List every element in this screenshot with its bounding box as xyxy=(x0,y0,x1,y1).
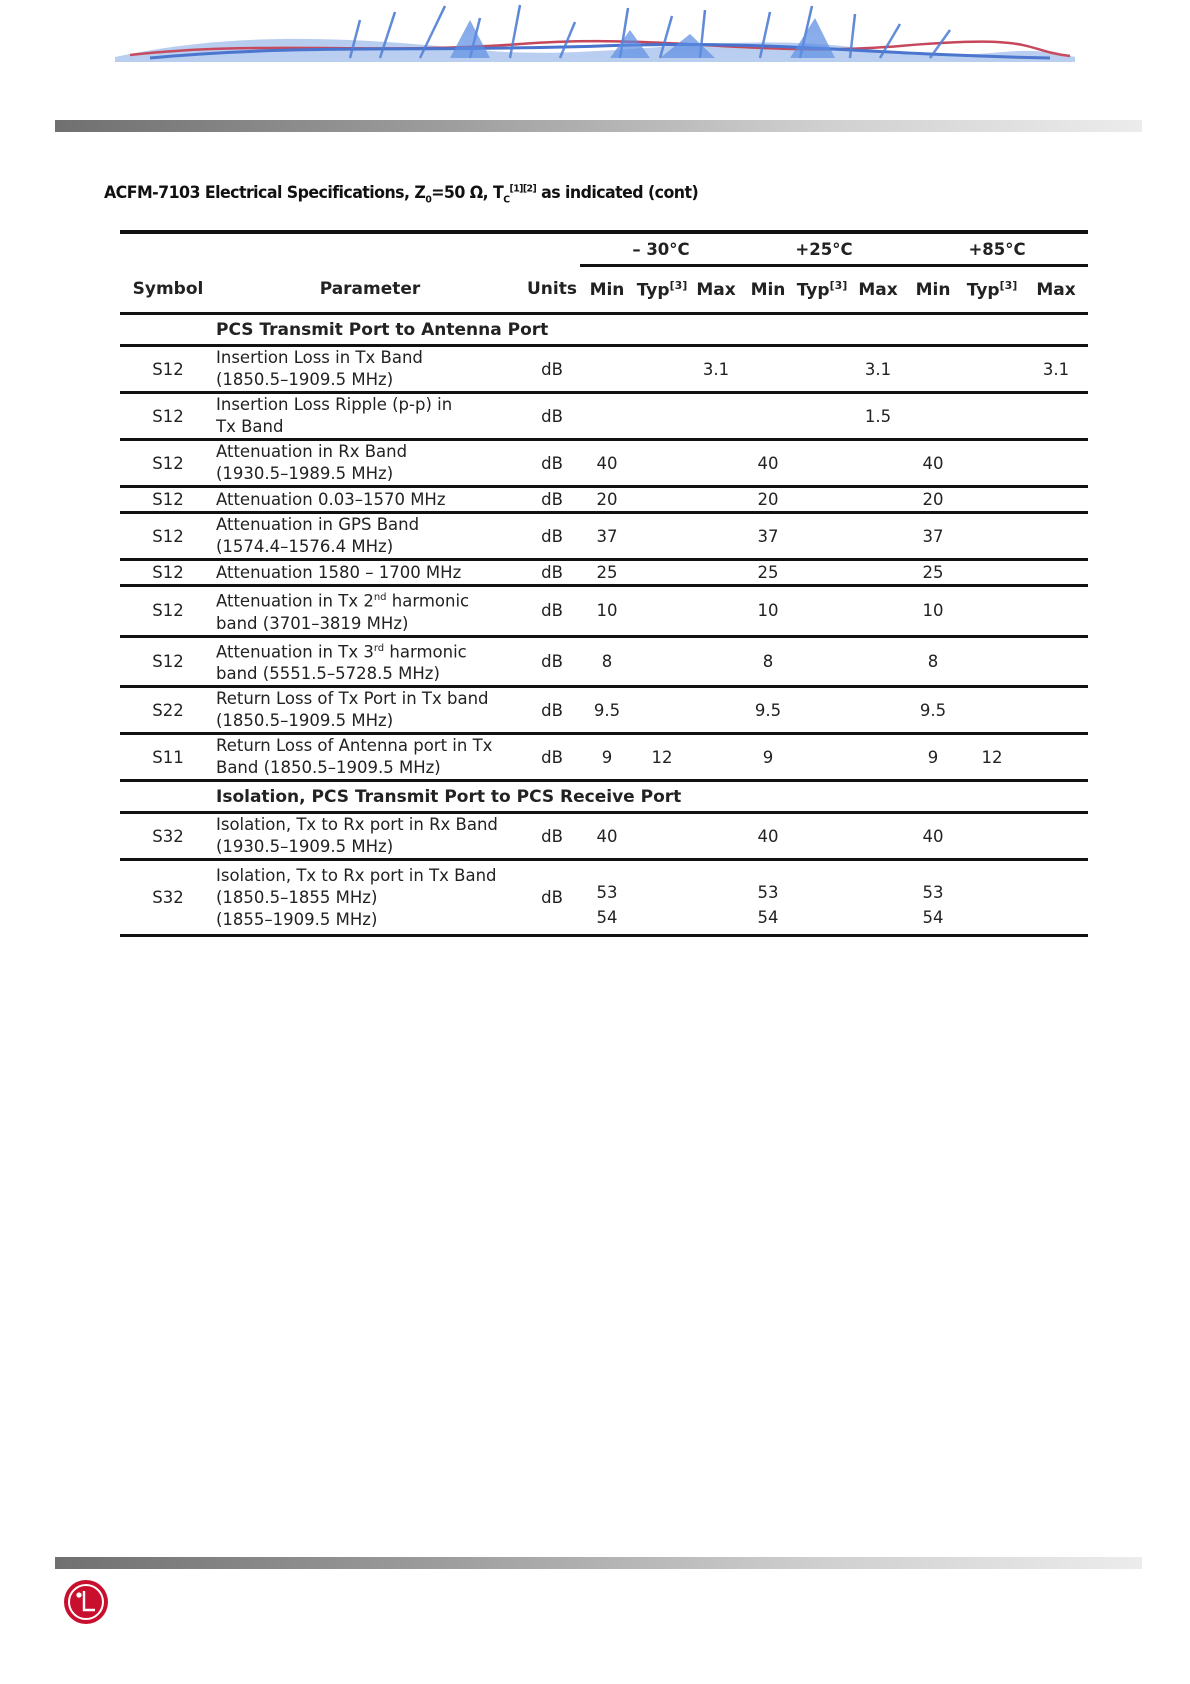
row-value xyxy=(794,440,850,487)
row-value: 9.5 xyxy=(593,700,621,720)
svg-text:LG: LG xyxy=(86,1622,88,1623)
row-value xyxy=(634,586,690,637)
row-parameter xyxy=(216,734,524,781)
col-typ: Typ[3] xyxy=(794,266,850,314)
parameter-line: band (5551.5–5728.5 MHz) xyxy=(216,664,440,683)
spec-row xyxy=(120,487,1088,513)
parameter-line: (1930.5–1989.5 MHz) xyxy=(216,464,394,483)
row-value xyxy=(794,586,850,637)
row-value: 40 xyxy=(757,826,779,846)
row-symbol: S12 xyxy=(152,359,184,379)
row-value: 20 xyxy=(596,490,618,509)
row-value: 10 xyxy=(922,601,944,621)
section-header-row xyxy=(120,781,1088,813)
row-value xyxy=(1024,734,1088,781)
row-value xyxy=(794,487,850,513)
footer-divider-bar xyxy=(55,1557,1142,1569)
row-parameter xyxy=(216,513,524,560)
row-value xyxy=(794,560,850,586)
row-parameter xyxy=(216,440,524,487)
parameter-line: (1574.4–1576.4 MHz) xyxy=(216,537,394,556)
row-value: 20 xyxy=(922,490,944,509)
row-value xyxy=(634,513,690,560)
row-parameter xyxy=(216,860,524,936)
spec-row xyxy=(120,636,1088,687)
row-value: 10 xyxy=(596,601,618,621)
row-value: 9 xyxy=(601,747,613,767)
row-value xyxy=(1024,813,1088,860)
section-title: PCS Transmit Port to Antenna Port xyxy=(216,319,549,340)
table-title: ACFM-7103 Electrical Specifications, $Z_0=50$ Ω, $T_C[1][2]$ as indicated (cont) xyxy=(104,183,699,206)
row-symbol: S12 xyxy=(152,563,184,582)
row-value xyxy=(580,346,634,393)
row-value xyxy=(634,346,690,393)
row-value: 25 xyxy=(596,563,618,582)
row-units: dB xyxy=(541,888,563,907)
row-value: 3.1 xyxy=(1042,359,1070,379)
row-value: 12 xyxy=(651,747,673,767)
row-value xyxy=(794,813,850,860)
row-value xyxy=(906,346,960,393)
row-symbol: S22 xyxy=(152,700,184,720)
row-value xyxy=(690,636,742,687)
row-value xyxy=(742,393,794,440)
row-units: dB xyxy=(541,406,563,426)
row-value xyxy=(850,586,906,637)
row-parameter xyxy=(216,487,524,513)
col-typ: Typ[3] xyxy=(960,266,1024,314)
row-value xyxy=(1024,393,1088,440)
row-value xyxy=(794,346,850,393)
row-value xyxy=(960,560,1024,586)
row-value: 9.5 xyxy=(919,700,947,720)
row-value xyxy=(1024,687,1088,734)
row-symbol: S12 xyxy=(152,526,184,546)
row-value xyxy=(742,346,794,393)
row-value xyxy=(960,440,1024,487)
lg-logo-icon xyxy=(62,1578,110,1626)
parameter-line: Return Loss of Tx Port in Tx band xyxy=(216,689,489,708)
row-parameter xyxy=(216,346,524,393)
row-value: 37 xyxy=(596,526,618,546)
row-value: 53 54 xyxy=(596,883,618,927)
row-parameter xyxy=(216,687,524,734)
parameter-line: Tx Band xyxy=(216,417,284,436)
spec-row xyxy=(120,560,1088,586)
row-value xyxy=(960,393,1024,440)
row-symbol: S11 xyxy=(152,747,184,767)
row-value xyxy=(690,440,742,487)
parameter-line: Attenuation 1580 – 1700 MHz xyxy=(216,562,462,582)
row-value xyxy=(960,487,1024,513)
row-parameter xyxy=(216,560,524,586)
row-value: 8 xyxy=(927,651,939,671)
col-min: Min xyxy=(580,266,634,314)
row-value xyxy=(580,393,634,440)
row-symbol: S12 xyxy=(152,490,184,509)
row-value: 9 xyxy=(762,747,774,767)
row-value xyxy=(794,687,850,734)
row-value: 9.5 xyxy=(754,700,782,720)
row-value xyxy=(850,734,906,781)
electrical-spec-table xyxy=(120,230,1088,937)
parameter-line: Attenuation in Tx 3rd harmonic xyxy=(216,642,467,661)
row-units: dB xyxy=(541,490,563,509)
row-value xyxy=(690,560,742,586)
parameter-line: (1850.5–1855 MHz) xyxy=(216,887,378,907)
parameter-line: Attenuation in Tx 2nd harmonic xyxy=(216,591,470,611)
section-header-row xyxy=(120,314,1088,346)
row-value xyxy=(794,513,850,560)
row-symbol: S12 xyxy=(152,651,184,671)
row-value: 1.5 xyxy=(864,406,892,426)
row-value xyxy=(960,860,1024,936)
row-value xyxy=(1024,560,1088,586)
col-max: Max xyxy=(1024,266,1088,314)
row-value xyxy=(850,636,906,687)
row-symbol: S12 xyxy=(152,453,184,473)
col-units: Units xyxy=(524,266,580,314)
spec-row xyxy=(120,860,1088,936)
row-value xyxy=(960,586,1024,637)
row-parameter xyxy=(216,636,524,687)
row-value xyxy=(850,813,906,860)
row-value xyxy=(1024,586,1088,637)
row-value: 40 xyxy=(922,826,944,846)
row-value xyxy=(850,687,906,734)
row-value xyxy=(690,586,742,637)
row-units: dB xyxy=(541,651,563,671)
row-units: dB xyxy=(541,826,563,846)
row-value: 3.1 xyxy=(864,359,892,379)
header-divider-bar xyxy=(55,120,1142,132)
row-units: dB xyxy=(541,563,563,582)
parameter-line: Return Loss of Antenna port in Tx xyxy=(216,736,493,755)
col-max: Max xyxy=(690,266,742,314)
row-value xyxy=(850,860,906,936)
temp-header-minus30: – 30°C xyxy=(580,232,742,266)
row-value xyxy=(690,860,742,936)
row-parameter xyxy=(216,393,524,440)
row-value xyxy=(906,393,960,440)
spec-row xyxy=(120,734,1088,781)
row-value: 10 xyxy=(757,601,779,621)
row-value xyxy=(690,513,742,560)
row-value xyxy=(1024,513,1088,560)
spec-row xyxy=(120,393,1088,440)
parameter-line: band (3701–3819 MHz) xyxy=(216,613,409,633)
row-symbol: S12 xyxy=(152,601,184,621)
section-spacer xyxy=(120,314,216,346)
row-value: 40 xyxy=(922,453,944,473)
row-value xyxy=(634,487,690,513)
col-min: Min xyxy=(742,266,794,314)
row-value xyxy=(794,636,850,687)
row-units: dB xyxy=(541,453,563,473)
row-parameter xyxy=(216,813,524,860)
row-value xyxy=(794,734,850,781)
row-value xyxy=(850,440,906,487)
row-value xyxy=(690,813,742,860)
row-value: 25 xyxy=(922,563,944,582)
row-value xyxy=(1024,636,1088,687)
row-value: 40 xyxy=(596,826,618,846)
row-value xyxy=(634,687,690,734)
row-value: 3.1 xyxy=(702,359,730,379)
spec-row xyxy=(120,687,1088,734)
section-title: Isolation, PCS Transmit Port to PCS Receive Port xyxy=(216,786,682,807)
row-value xyxy=(690,487,742,513)
row-value xyxy=(690,687,742,734)
column-header-row xyxy=(120,266,1088,314)
row-value xyxy=(960,687,1024,734)
spec-row xyxy=(120,513,1088,560)
col-typ: Typ[3] xyxy=(634,266,690,314)
row-value xyxy=(850,560,906,586)
parameter-line: (1930.5–1909.5 MHz) xyxy=(216,837,394,856)
row-value: 40 xyxy=(757,453,779,473)
parameter-line: (1850.5–1909.5 MHz) xyxy=(216,711,394,730)
row-value: 8 xyxy=(762,651,774,671)
row-value xyxy=(960,346,1024,393)
row-units: dB xyxy=(541,359,563,379)
row-value xyxy=(690,393,742,440)
row-value xyxy=(960,636,1024,687)
row-units: dB xyxy=(541,601,563,621)
row-value: 37 xyxy=(922,526,944,546)
row-symbol: S12 xyxy=(152,406,184,426)
row-symbol: S32 xyxy=(152,888,184,907)
row-value xyxy=(960,813,1024,860)
row-value xyxy=(850,513,906,560)
col-min: Min xyxy=(906,266,960,314)
row-units: dB xyxy=(541,526,563,546)
parameter-line: Isolation, Tx to Rx port in Tx Band xyxy=(216,865,497,885)
parameter-line: (1850.5–1909.5 MHz) xyxy=(216,370,394,389)
row-value: 37 xyxy=(757,526,779,546)
row-value xyxy=(794,393,850,440)
row-value xyxy=(634,636,690,687)
row-value xyxy=(690,734,742,781)
spec-row xyxy=(120,586,1088,637)
temp-header-plus85: +85°C xyxy=(906,232,1088,266)
row-value xyxy=(634,440,690,487)
row-value xyxy=(1024,860,1088,936)
temp-header-plus25: +25°C xyxy=(742,232,906,266)
spec-row xyxy=(120,346,1088,393)
parameter-line: (1855–1909.5 MHz) xyxy=(216,909,378,929)
spec-table-body xyxy=(120,314,1088,936)
spec-row xyxy=(120,440,1088,487)
col-max: Max xyxy=(850,266,906,314)
row-value: 53 54 xyxy=(757,883,779,927)
row-value: 9 xyxy=(927,747,939,767)
parameter-line: Insertion Loss in Tx Band xyxy=(216,348,423,367)
col-symbol: Symbol xyxy=(120,266,216,314)
parameter-line: Attenuation in Rx Band xyxy=(216,442,408,461)
row-value: 25 xyxy=(757,563,779,582)
section-spacer xyxy=(120,781,216,813)
row-value xyxy=(794,860,850,936)
spec-row xyxy=(120,813,1088,860)
row-symbol: S32 xyxy=(152,826,184,846)
row-units: dB xyxy=(541,747,563,767)
parameter-line: Isolation, Tx to Rx port in Rx Band xyxy=(216,815,498,834)
header-banner-brush-art xyxy=(0,0,1190,70)
row-value: 40 xyxy=(596,453,618,473)
parameter-line: Band (1850.5–1909.5 MHz) xyxy=(216,758,441,777)
row-value xyxy=(634,813,690,860)
row-value xyxy=(850,487,906,513)
row-value xyxy=(634,393,690,440)
temperature-header-row xyxy=(120,232,1088,266)
row-parameter xyxy=(216,586,524,637)
row-value xyxy=(960,513,1024,560)
parameter-line: Insertion Loss Ripple (p-p) in xyxy=(216,395,453,414)
row-value xyxy=(634,560,690,586)
col-parameter: Parameter xyxy=(216,266,524,314)
row-value xyxy=(634,860,690,936)
row-value xyxy=(1024,440,1088,487)
parameter-line: Attenuation 0.03–1570 MHz xyxy=(216,489,446,509)
row-units: dB xyxy=(541,700,563,720)
parameter-line: Attenuation in GPS Band xyxy=(216,515,420,534)
row-value: 20 xyxy=(757,490,779,509)
row-value: 8 xyxy=(601,651,613,671)
row-value: 53 54 xyxy=(922,883,944,927)
row-value: 12 xyxy=(981,747,1003,767)
row-value xyxy=(1024,487,1088,513)
